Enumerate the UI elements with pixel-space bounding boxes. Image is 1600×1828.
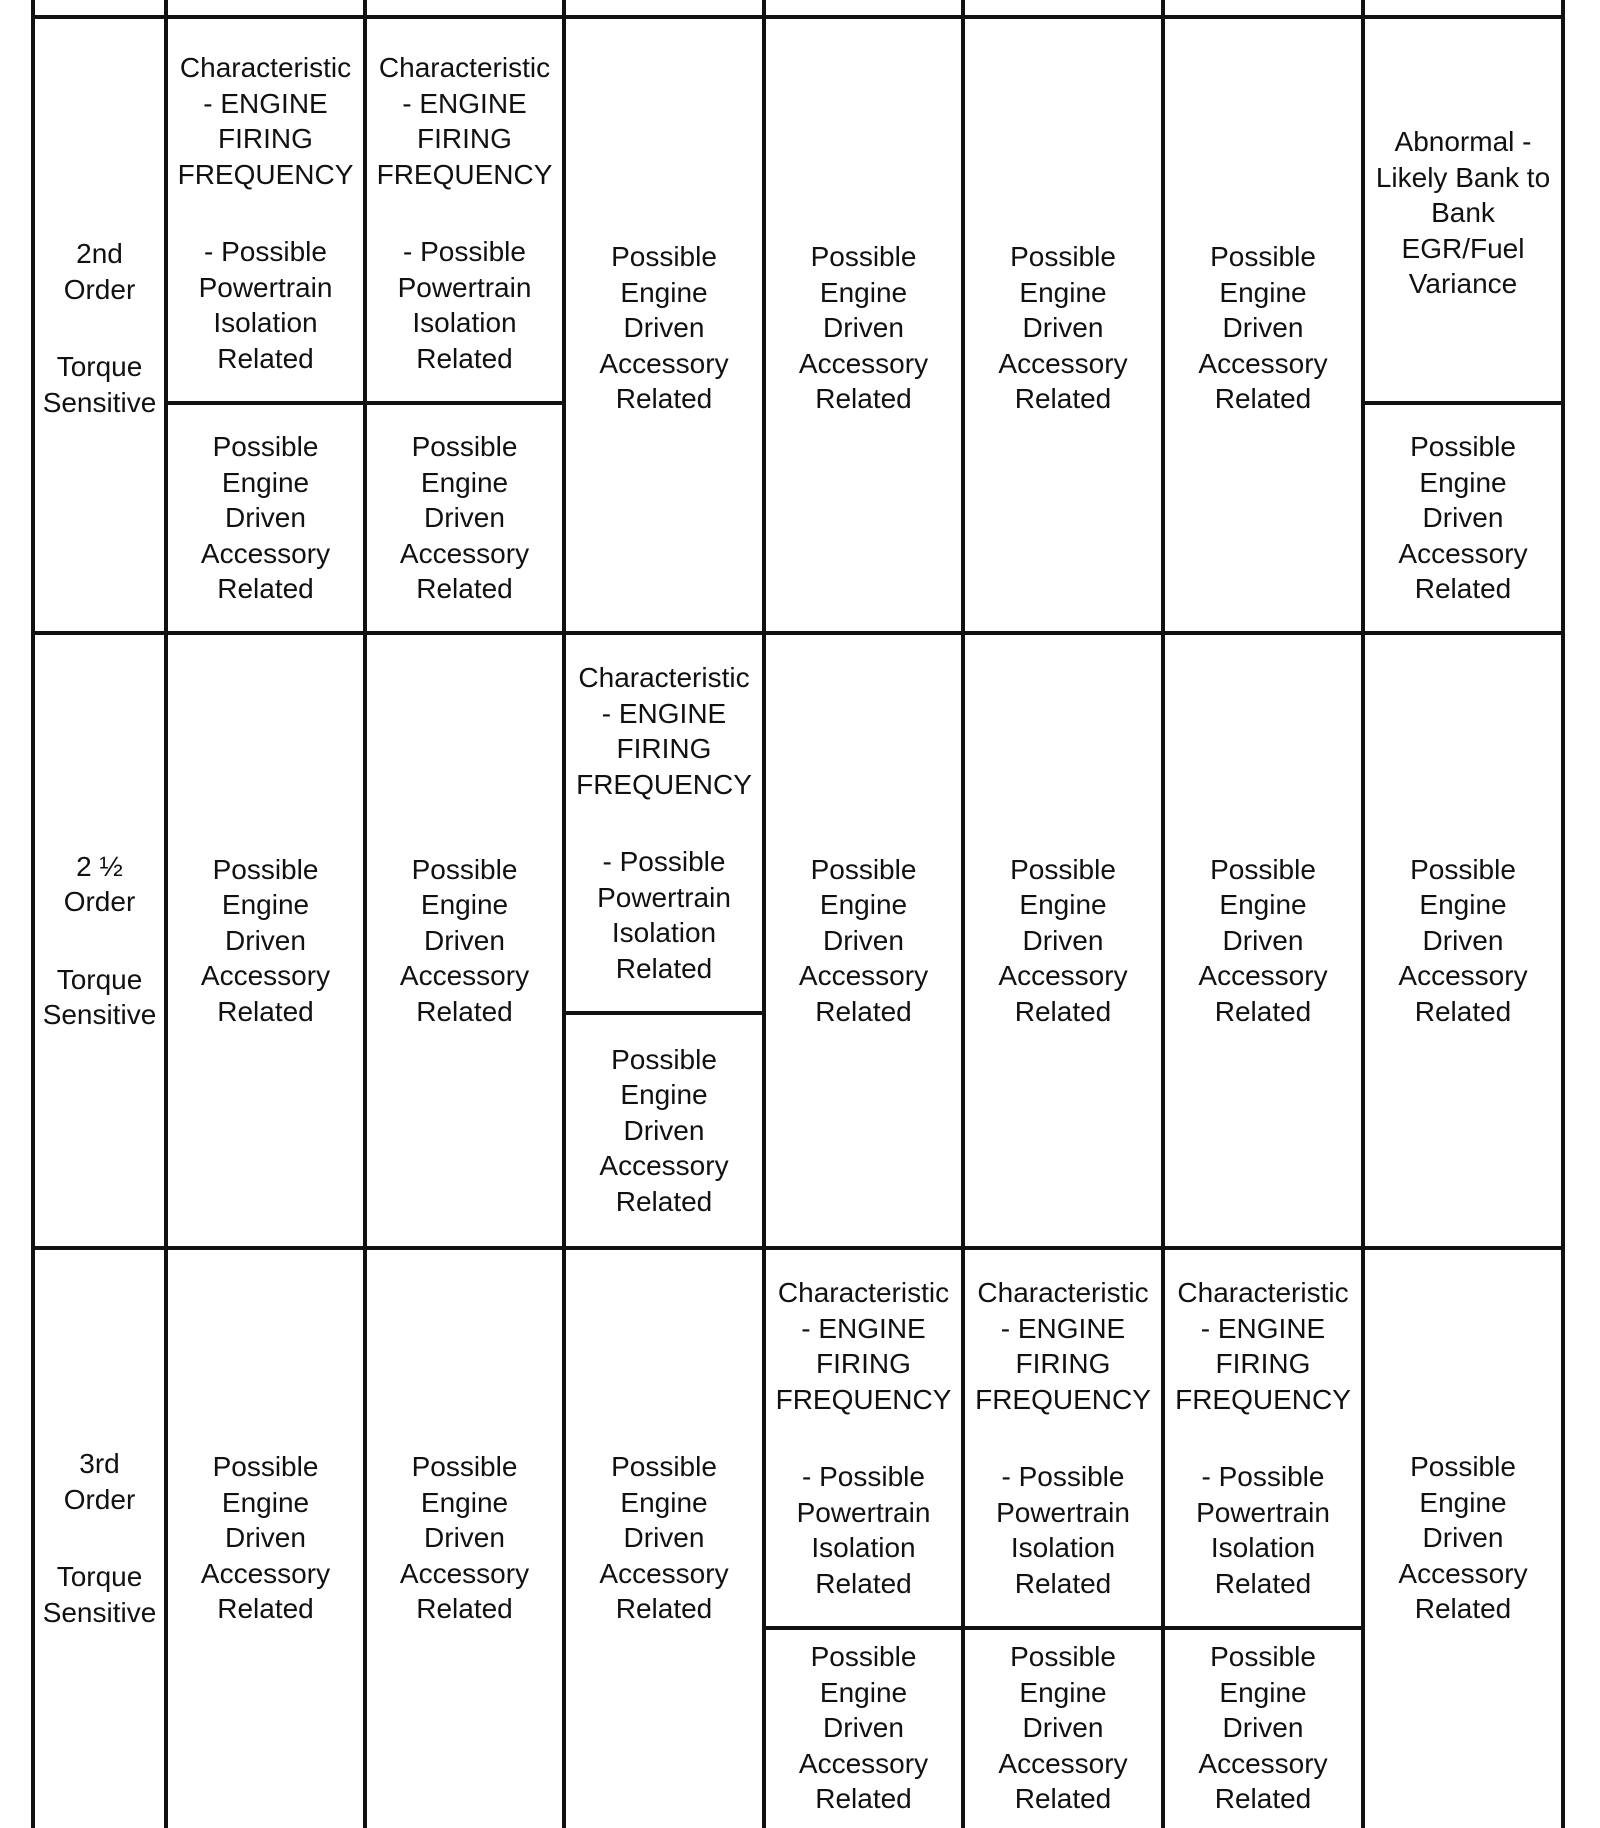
- line-gap: [567, 802, 761, 844]
- table-cell-top-text: [966, 1275, 1160, 1601]
- cell-text-line: Engine: [1019, 1676, 1107, 1708]
- cell-split-border: [961, 1626, 1165, 1630]
- cell-text-line: Related: [217, 573, 314, 605]
- cell-split-border: [164, 401, 367, 405]
- cell-text-line: 2nd: [76, 238, 123, 269]
- cell-text-line: FIRING: [1015, 1348, 1111, 1379]
- cell-text-line: Driven: [623, 312, 705, 344]
- cell-text-line: - Possible: [204, 236, 327, 267]
- table-cell-top-text: [169, 50, 362, 376]
- table-cell: [1365, 635, 1561, 1246]
- cell-text-line: FIRING: [816, 1348, 911, 1379]
- cell-text-line: Accessory: [399, 1557, 530, 1589]
- cell-text-line: Powertrain: [397, 271, 532, 303]
- cell-text-line: Characteristic: [1177, 1277, 1349, 1308]
- cell-split-border: [1161, 1626, 1365, 1630]
- cell-text-line: Abnormal -: [1394, 126, 1532, 158]
- cell-text-line: Related: [815, 383, 912, 415]
- cell-text-line: Related: [416, 342, 513, 374]
- table-cell-bottom-text: [368, 429, 561, 607]
- cell-text-line: Engine: [420, 1486, 509, 1518]
- table-cell: [1365, 1250, 1561, 1826]
- cell-text-line: Accessory: [200, 1557, 331, 1589]
- cell-text-line: Order: [63, 886, 136, 917]
- cell-text-line: Possible: [810, 853, 917, 885]
- cell-text-line: Related: [815, 1783, 912, 1815]
- table-cell-bottom: [1365, 405, 1561, 631]
- table-cell-text: [1166, 239, 1360, 417]
- cell-text-line: Characteristic: [578, 662, 750, 693]
- cell-text-line: Driven: [225, 502, 306, 534]
- table-cell-top: [1165, 1250, 1361, 1626]
- line-gap: [767, 1417, 960, 1459]
- cell-text-line: Engine: [420, 889, 509, 921]
- cell-text-line: FIRING: [616, 733, 712, 764]
- line-gap: [368, 192, 561, 234]
- cell-text-line: Related: [615, 383, 713, 415]
- table-cell-top: [566, 635, 762, 1011]
- cell-text-line: Driven: [424, 924, 505, 956]
- cell-text-line: Engine: [221, 1486, 310, 1518]
- cell-text-line: Possible: [810, 241, 917, 273]
- table-cell-text: [767, 852, 960, 1030]
- cell-text-line: Driven: [823, 312, 904, 344]
- cell-text-line: Isolation: [1010, 1532, 1116, 1563]
- cell-text-line: Related: [217, 342, 314, 374]
- cell-text-line: Accessory: [1198, 960, 1328, 992]
- cell-text-line: Possible: [1210, 241, 1316, 273]
- table-cell-text: [767, 239, 960, 417]
- cell-text-line: Engine: [420, 466, 509, 498]
- cell-text-line: Isolation: [811, 1532, 916, 1563]
- table-cell-top: [367, 25, 562, 401]
- table-cell-top-text: [1366, 124, 1560, 302]
- cell-text-line: - Possible: [1201, 1461, 1325, 1492]
- cell-text-line: Engine: [620, 276, 708, 308]
- cell-text-line: - Possible: [1001, 1461, 1125, 1492]
- cell-text-line: Driven: [424, 1522, 505, 1554]
- cell-text-line: Torque: [56, 963, 143, 995]
- table-cell-bottom: [566, 1015, 762, 1246]
- table-cell-text: [169, 852, 362, 1030]
- cell-text-line: Related: [615, 952, 713, 984]
- table-cell-bottom-text: [1166, 1639, 1360, 1817]
- cell-text-line: Bank: [1431, 197, 1495, 229]
- cell-text-line: - ENGINE: [203, 87, 328, 119]
- cell-text-line: Engine: [819, 889, 908, 921]
- table-cell-bottom: [965, 1630, 1161, 1826]
- column-border: [961, 0, 965, 1828]
- column-border: [1361, 0, 1365, 1828]
- cell-text-line: - ENGINE: [1000, 1312, 1126, 1344]
- line-gap: [36, 307, 163, 349]
- cell-text-line: Engine: [1219, 889, 1307, 921]
- column-border: [363, 0, 367, 1828]
- cell-text-line: Possible: [1410, 1451, 1516, 1483]
- cell-text-line: Related: [1214, 1567, 1312, 1599]
- cell-text-line: Accessory: [599, 1557, 729, 1589]
- table-cell-text: [1366, 852, 1560, 1030]
- table-cell: [367, 1250, 562, 1826]
- cell-text-line: Characteristic: [777, 1277, 950, 1308]
- cell-text-line: 3rd: [79, 1448, 120, 1479]
- cell-text-line: Accessory: [1398, 1557, 1528, 1589]
- table-cell-bottom: [168, 405, 363, 631]
- cell-text-line: - Possible: [403, 236, 526, 267]
- cell-text-line: Possible: [1010, 853, 1116, 885]
- cell-text-line: Related: [1214, 1783, 1312, 1815]
- cell-text-line: - ENGINE: [801, 1312, 926, 1344]
- cell-text-line: Possible: [212, 1451, 319, 1483]
- cell-text-line: Engine: [1219, 276, 1307, 308]
- cell-text-line: Accessory: [798, 960, 929, 992]
- table-cell-text: [169, 1449, 362, 1627]
- cell-text-line: Driven: [823, 1712, 904, 1744]
- table-cell-top: [168, 25, 363, 401]
- table-cell: [965, 25, 1161, 631]
- line-gap: [36, 920, 163, 962]
- cell-text-line: Accessory: [200, 537, 331, 569]
- cell-text-line: FIRING: [417, 123, 512, 154]
- table-cell: [566, 25, 762, 631]
- column-border: [1561, 0, 1565, 1828]
- cell-text-line: Related: [416, 573, 513, 605]
- cell-text-line: Characteristic: [179, 52, 352, 83]
- cell-text-line: Accessory: [1198, 347, 1328, 379]
- cell-text-line: Isolation: [412, 307, 517, 338]
- cell-text-line: FREQUENCY: [1175, 1383, 1351, 1415]
- cell-text-line: Possible: [611, 241, 717, 273]
- table-cell-text: [966, 239, 1160, 417]
- cell-text-line: Driven: [225, 1522, 306, 1554]
- table-cell: [1165, 635, 1361, 1246]
- cell-split-border: [363, 401, 566, 405]
- cell-text-line: EGR/Fuel: [1401, 232, 1525, 264]
- cell-text-line: Engine: [819, 276, 908, 308]
- cell-text-line: Related: [1014, 995, 1112, 1027]
- cell-text-line: Sensitive: [42, 1596, 157, 1628]
- table-cell-text: [1366, 1449, 1560, 1627]
- cell-text-line: Related: [217, 995, 314, 1027]
- table-cell-bottom-text: [169, 429, 362, 607]
- line-gap: [1166, 1417, 1360, 1459]
- table-cell-top: [965, 1250, 1161, 1626]
- cell-text-line: Possible: [212, 431, 319, 463]
- cell-text-line: Driven: [1422, 924, 1504, 956]
- cell-text-line: Related: [217, 1593, 314, 1625]
- line-gap: [966, 1417, 1160, 1459]
- cell-text-line: Order: [63, 1483, 136, 1515]
- cell-text-line: FIRING: [218, 123, 313, 154]
- cell-text-line: FREQUENCY: [775, 1383, 952, 1415]
- cell-text-line: Possible: [611, 1451, 717, 1483]
- column-border: [164, 0, 168, 1828]
- cell-split-border: [562, 1011, 766, 1015]
- table-cell: [766, 25, 961, 631]
- table-cell-top-text: [767, 1275, 960, 1601]
- cell-text-line: Powertrain: [996, 1496, 1130, 1528]
- cell-text-line: Driven: [1222, 312, 1304, 344]
- cell-text-line: Torque: [56, 1561, 143, 1592]
- table-cell-bottom-text: [966, 1639, 1160, 1817]
- cell-text-line: FIRING: [1215, 1348, 1311, 1379]
- cell-text-line: Engine: [620, 1486, 708, 1518]
- cell-text-line: - Possible: [802, 1461, 925, 1492]
- row-label-3-text: [36, 1446, 163, 1630]
- cell-text-line: Engine: [620, 1079, 708, 1111]
- cell-text-line: Characteristic: [378, 52, 551, 83]
- cell-text-line: Accessory: [998, 347, 1128, 379]
- cell-text-line: Driven: [1222, 924, 1304, 956]
- cell-text-line: Related: [1214, 995, 1312, 1027]
- cell-text-line: Sensitive: [42, 386, 157, 418]
- row-label-1-text: [36, 236, 163, 420]
- cell-text-line: Related: [815, 995, 912, 1027]
- cell-split-border: [762, 1626, 965, 1630]
- cell-text-line: FREQUENCY: [177, 158, 354, 190]
- cell-text-line: Accessory: [399, 537, 530, 569]
- cell-text-line: Characteristic: [977, 1277, 1149, 1308]
- cell-text-line: Driven: [1022, 1712, 1104, 1744]
- line-gap: [169, 192, 362, 234]
- column-border: [31, 0, 35, 1828]
- header-bottom-border: [31, 15, 1565, 19]
- cell-text-line: Isolation: [213, 307, 318, 338]
- table-cell-top-text: [567, 660, 761, 986]
- cell-text-line: Engine: [1219, 1676, 1307, 1708]
- cell-text-line: Accessory: [599, 347, 729, 379]
- cell-text-line: Possible: [212, 853, 319, 885]
- table-cell-text: [567, 239, 761, 417]
- cell-text-line: - ENGINE: [402, 87, 527, 119]
- cell-text-line: Related: [815, 1567, 912, 1599]
- table-cell-bottom: [1165, 1630, 1361, 1826]
- cell-text-line: Engine: [1019, 889, 1107, 921]
- table-cell-text: [966, 852, 1160, 1030]
- table-cell-top-text: [368, 50, 561, 376]
- table-cell: [1165, 25, 1361, 631]
- row-label-2: [35, 635, 164, 1246]
- cell-text-line: Related: [1014, 383, 1112, 415]
- cell-text-line: Related: [1414, 995, 1512, 1027]
- cell-text-line: Related: [1014, 1783, 1112, 1815]
- cell-text-line: Driven: [823, 924, 904, 956]
- cell-text-line: Possible: [411, 431, 518, 463]
- cell-split-border: [1361, 401, 1565, 405]
- cell-text-line: 2 ½: [76, 850, 123, 882]
- cell-text-line: Powertrain: [597, 881, 731, 913]
- cell-text-line: Engine: [1019, 276, 1107, 308]
- cell-text-line: Engine: [1419, 1486, 1507, 1518]
- table-cell-text: [368, 852, 561, 1030]
- table-cell: [168, 1250, 363, 1826]
- table-cell: [168, 635, 363, 1246]
- cell-text-line: Powertrain: [796, 1496, 931, 1528]
- cell-text-line: Possible: [810, 1641, 917, 1673]
- table-cell: [566, 1250, 762, 1826]
- cell-text-line: Engine: [221, 889, 310, 921]
- cell-text-line: Accessory: [1398, 960, 1528, 992]
- cell-text-line: Related: [416, 995, 513, 1027]
- column-border: [762, 0, 766, 1828]
- cell-text-line: Accessory: [798, 347, 929, 379]
- row-label-2-text: [36, 849, 163, 1033]
- table-cell-text: [1166, 852, 1360, 1030]
- table-cell-bottom-text: [567, 1042, 761, 1220]
- cell-text-line: Engine: [221, 466, 310, 498]
- table-cell-text: [368, 1449, 561, 1627]
- cell-text-line: Related: [416, 1593, 513, 1625]
- cell-text-line: Accessory: [998, 960, 1128, 992]
- cell-text-line: Engine: [1419, 889, 1507, 921]
- cell-text-line: Possible: [1010, 241, 1116, 273]
- cell-text-line: Related: [1014, 1567, 1112, 1599]
- row-label-3: [35, 1250, 164, 1826]
- cell-text-line: Possible: [411, 1451, 518, 1483]
- table-cell-bottom-text: [1366, 429, 1560, 607]
- cell-text-line: Torque: [56, 351, 143, 382]
- cell-text-line: Driven: [623, 1522, 705, 1554]
- cell-text-line: Accessory: [1198, 1747, 1328, 1779]
- cell-text-line: Accessory: [998, 1747, 1128, 1779]
- cell-text-line: Order: [63, 273, 136, 305]
- cell-text-line: Related: [1414, 573, 1512, 605]
- table-cell: [367, 635, 562, 1246]
- cell-text-line: Likely Bank to: [1375, 161, 1551, 193]
- table-cell: [766, 635, 961, 1246]
- cell-text-line: Accessory: [798, 1747, 929, 1779]
- table-cell-bottom: [367, 405, 562, 631]
- cell-text-line: Possible: [1210, 853, 1316, 885]
- cell-text-line: Sensitive: [42, 999, 157, 1030]
- cell-text-line: Driven: [424, 502, 505, 534]
- cell-text-line: Related: [1214, 383, 1312, 415]
- cell-text-line: - ENGINE: [601, 697, 727, 729]
- cell-text-line: Driven: [1022, 924, 1104, 956]
- cell-text-line: Powertrain: [1196, 1496, 1330, 1528]
- cell-text-line: Driven: [1222, 1712, 1304, 1744]
- cell-text-line: Accessory: [200, 960, 331, 992]
- cell-text-line: Driven: [1422, 1522, 1504, 1554]
- cell-text-line: Related: [1414, 1593, 1512, 1625]
- cell-text-line: Related: [615, 1593, 713, 1625]
- column-border: [1161, 0, 1165, 1828]
- cell-text-line: Related: [615, 1185, 713, 1217]
- cell-text-line: Driven: [623, 1114, 705, 1146]
- cell-text-line: Accessory: [399, 960, 530, 992]
- cell-text-line: FREQUENCY: [576, 768, 752, 800]
- cell-text-line: Variance: [1408, 268, 1518, 300]
- cell-text-line: Isolation: [611, 917, 717, 948]
- cell-text-line: Possible: [1010, 1641, 1116, 1673]
- cell-text-line: Isolation: [1210, 1532, 1316, 1563]
- cell-text-line: - ENGINE: [1200, 1312, 1326, 1344]
- cell-text-line: Engine: [819, 1676, 908, 1708]
- table-cell-bottom-text: [767, 1639, 960, 1817]
- table-cell: [965, 635, 1161, 1246]
- cell-text-line: Possible: [1210, 1641, 1316, 1673]
- table-cell-top: [766, 1250, 961, 1626]
- column-border: [562, 0, 566, 1828]
- cell-text-line: Driven: [225, 924, 306, 956]
- cell-text-line: FREQUENCY: [376, 158, 553, 190]
- cell-text-line: Driven: [1422, 502, 1504, 534]
- cell-text-line: Powertrain: [198, 271, 333, 303]
- cell-text-line: Possible: [611, 1043, 717, 1075]
- cell-text-line: Accessory: [599, 1150, 729, 1182]
- row-label-1: [35, 25, 164, 631]
- cell-text-line: Possible: [1410, 853, 1516, 885]
- table-cell-top: [1365, 25, 1561, 401]
- cell-text-line: Driven: [1022, 312, 1104, 344]
- cell-text-line: Engine: [1419, 466, 1507, 498]
- table-cell-top-text: [1166, 1275, 1360, 1601]
- line-gap: [36, 1517, 163, 1559]
- cell-text-line: FREQUENCY: [975, 1383, 1151, 1415]
- cell-text-line: Accessory: [1398, 537, 1528, 569]
- table-cell-bottom: [766, 1630, 961, 1826]
- cell-text-line: Possible: [1410, 431, 1516, 463]
- table-cell-text: [567, 1449, 761, 1627]
- cell-text-line: Possible: [411, 853, 518, 885]
- cell-text-line: - Possible: [602, 846, 726, 877]
